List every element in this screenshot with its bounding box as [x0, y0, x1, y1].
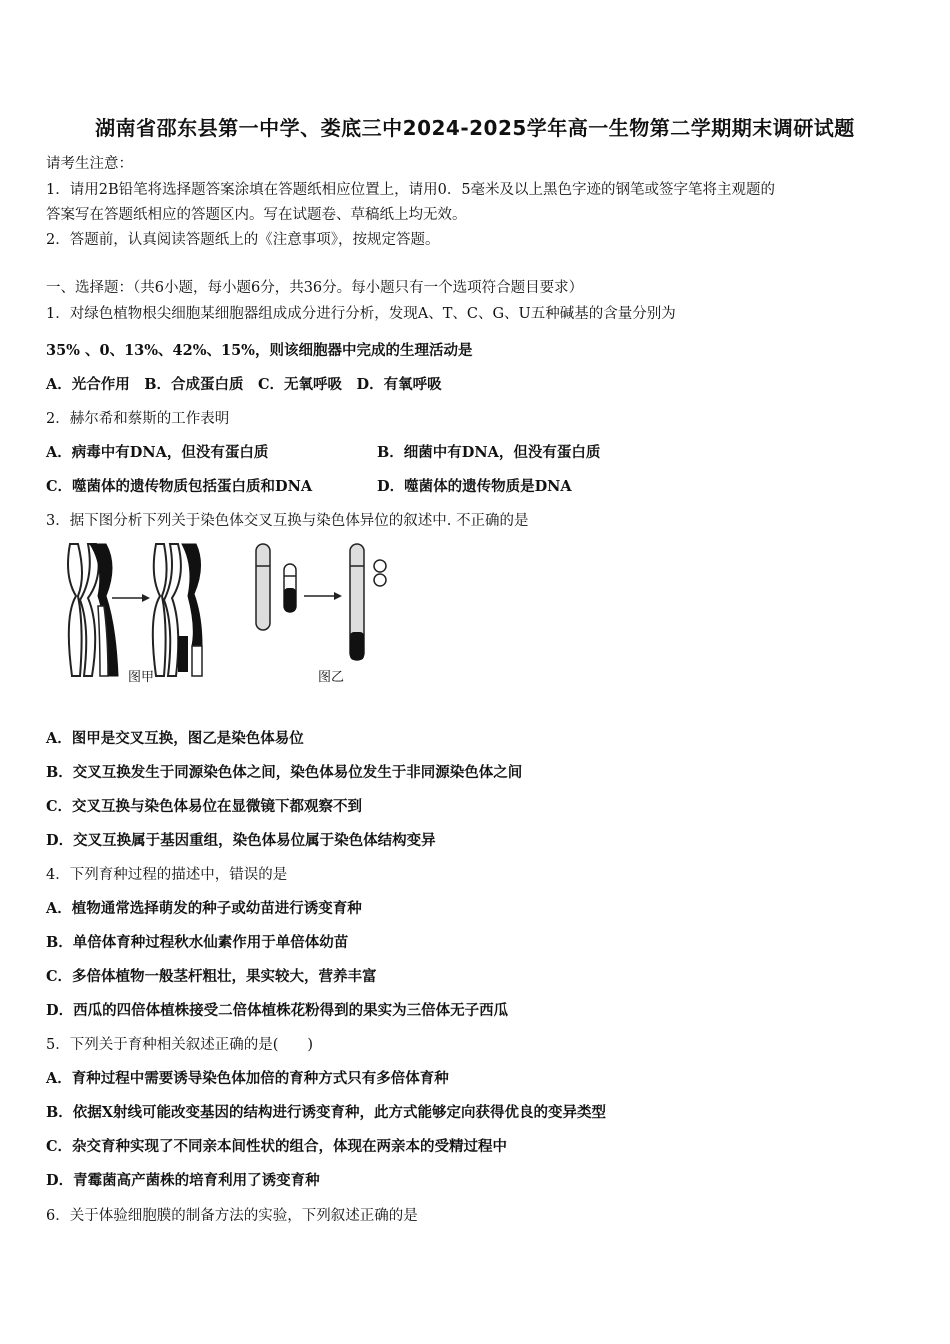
q3-stem: 3．据下图分析下列关于染色体交叉互换与染色体异位的叙述中. 不正确的是 [46, 513, 529, 529]
q5-option-a: A．育种过程中需要诱导染色体加倍的育种方式只有多倍体育种 [46, 1070, 449, 1087]
q5-option-d: D．青霉菌高产菌株的培育利用了诱变育种 [46, 1172, 320, 1189]
fig-a-label: 图甲 [128, 670, 155, 685]
q1-stem: 1．对绿色植物根尖细胞某细胞器组成成分进行分析，发现A、T、C、G、U五种碱基的含量分别为 [46, 306, 676, 322]
q4-option-d: D．西瓜的四倍体植株接受二倍体植株花粉得到的果实为三倍体无子西瓜 [46, 1002, 509, 1019]
q4-stem: 4．下列育种过程的描述中，错误的是 [46, 867, 288, 883]
q1-stem-cont: 35% 、0、13%、42%、15%，则该细胞器中完成的生理活动是 [46, 342, 473, 359]
q2-option-d: D．噬菌体的遗传物质是DNA [377, 478, 572, 495]
notice-item-1-cont: 答案写在答题纸相应的答题区内。写在试题卷、草稿纸上均无效。 [46, 207, 467, 223]
q4-option-a: A．植物通常选择萌发的种子或幼苗进行诱变育种 [46, 900, 362, 917]
q5-stem: 5．下列关于育种相关叙述正确的是( ) [46, 1037, 314, 1053]
q2-stem: 2．赫尔希和蔡斯的工作表明 [46, 411, 230, 427]
q3-option-b: B．交叉互换发生于同源染色体之间，染色体易位发生于非同源染色体之间 [46, 764, 523, 781]
q1-options: A．光合作用 B．合成蛋白质 C．无氧呼吸 D．有氧呼吸 [46, 376, 442, 393]
chromosome-figure [60, 536, 400, 690]
q3-option-a: A．图甲是交叉互换，图乙是染色体易位 [46, 730, 304, 747]
q4-option-b: B．单倍体育种过程秋水仙素作用于单倍体幼苗 [46, 934, 349, 951]
q5-option-c: C．杂交育种实现了不同亲本间性状的组合，体现在两亲本的受精过程中 [46, 1138, 508, 1155]
q2-option-b: B．细菌中有DNA，但没有蛋白质 [377, 444, 601, 461]
q6-stem: 6．关于体验细胞膜的制备方法的实验，下列叙述正确的是 [46, 1208, 418, 1224]
q4-option-c: C．多倍体植物一般茎杆粗壮，果实较大，营养丰富 [46, 968, 377, 985]
notice-heading: 请考生注意： [46, 156, 133, 172]
section-heading: 一、选择题：（共6小题，每小题6分，共36分。每小题只有一个选项符合题目要求） [46, 280, 584, 296]
fig-b-label: 图乙 [318, 670, 345, 685]
notice-item-1: 1．请用2B铅笔将选择题答案涂填在答题纸相应位置上，请用0．5毫米及以上黑色字迹的钢笔或签字笔将主观题的 [46, 182, 776, 198]
q2-option-c: C．噬菌体的遗传物质包括蛋白质和DNA [46, 478, 313, 495]
q3-option-c: C．交叉互换与染色体易位在显微镜下都观察不到 [46, 798, 363, 815]
page-title: 湖南省邵东县第一中学、娄底三中2024-2025学年高一生物第二学期期末调研试题 [95, 116, 855, 140]
q3-option-d: D．交叉互换属于基因重组，染色体易位属于染色体结构变异 [46, 832, 436, 849]
q2-option-a: A．病毒中有DNA，但没有蛋白质 [46, 444, 269, 461]
notice-item-2: 2．答题前，认真阅读答题纸上的《注意事项》，按规定答题。 [46, 232, 440, 248]
q5-option-b: B．依据X射线可能改变基因的结构进行诱变育种，此方式能够定向获得优良的变异类型 [46, 1104, 607, 1121]
